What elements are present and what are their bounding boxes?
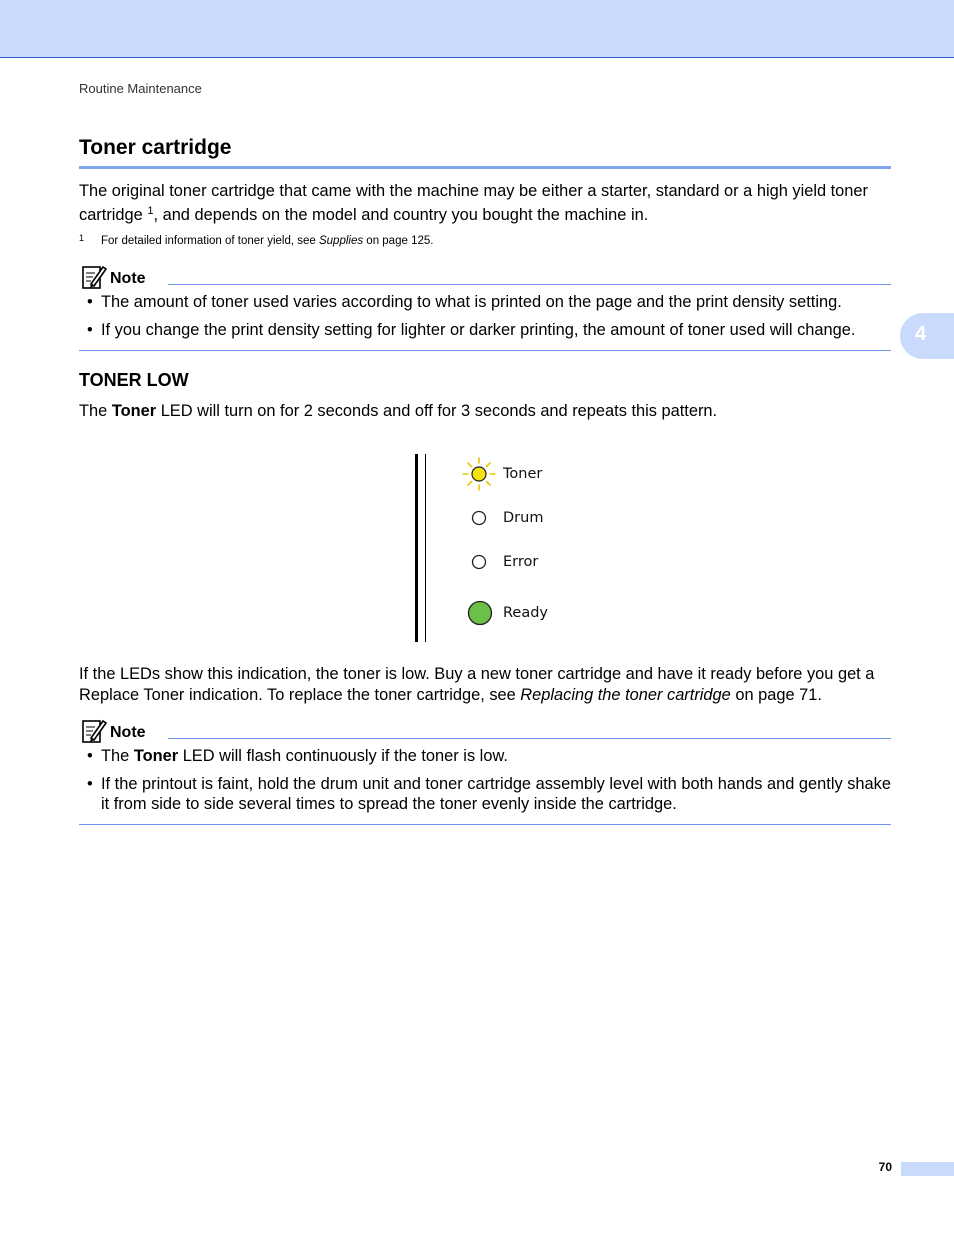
figure-bar: [415, 454, 418, 642]
note-header: [79, 720, 891, 746]
top-header-band: [0, 0, 954, 58]
led-label-toner: Toner: [503, 466, 543, 482]
indication-paragraph: If the LEDs show this indication, the toner is low. Buy a new toner cartridge and have it ready before you get a Replace Toner indication. To replace the toner cartridge, see Replacing the toner cartridge on page 71.: [79, 665, 875, 704]
drum-led-off-icon: [471, 510, 487, 526]
note-label: Note: [110, 724, 146, 741]
footnote-text: For detailed information of toner yield, see Supplies on page 125.: [101, 235, 434, 247]
chapter-tab: [900, 313, 954, 359]
note-header: [79, 266, 891, 292]
replacing-toner-link[interactable]: Replacing the toner cartridge: [520, 686, 731, 704]
supplies-link[interactable]: Supplies: [318, 235, 364, 247]
footnote-ref[interactable]: 1: [147, 205, 154, 217]
toner-led-blinking-icon: [461, 456, 497, 492]
running-header: Routine Maintenance: [79, 81, 202, 96]
page-number-bar: [901, 1162, 954, 1176]
note-label: Note: [110, 270, 146, 287]
page-number: 70: [878, 1160, 892, 1174]
error-led-off-icon: [471, 554, 487, 570]
subsection-title: TONER LOW: [79, 370, 189, 390]
intro-paragraph: The original toner cartridge that came with the machine may be either a starter, standard or a high yield toner cartridge $^1$, and depends on the model and country you bought the machine in.: [79, 182, 868, 224]
note-rule: [168, 738, 891, 739]
led-label-error: Error: [503, 554, 539, 570]
led-label-ready: Ready: [503, 605, 549, 621]
figure-bar: [425, 454, 426, 642]
note-rule: [168, 284, 891, 285]
led-label-drum: Drum: [503, 510, 544, 526]
chapter-number: 4: [915, 323, 927, 345]
footnote-number: 1: [79, 233, 85, 243]
note-pencil-icon: [81, 264, 107, 290]
ready-led-on-icon: [467, 600, 493, 626]
section-title-rule: [79, 166, 891, 169]
section-title: Toner cartridge: [79, 136, 232, 159]
note-end-rule: [79, 824, 891, 825]
note-end-rule: [79, 350, 891, 351]
note-pencil-icon: [81, 718, 107, 744]
toner-low-paragraph: The Toner LED will turn on for 2 seconds and off for 3 seconds and repeats this pattern.: [79, 402, 718, 420]
led-indicator-figure: [415, 454, 575, 642]
